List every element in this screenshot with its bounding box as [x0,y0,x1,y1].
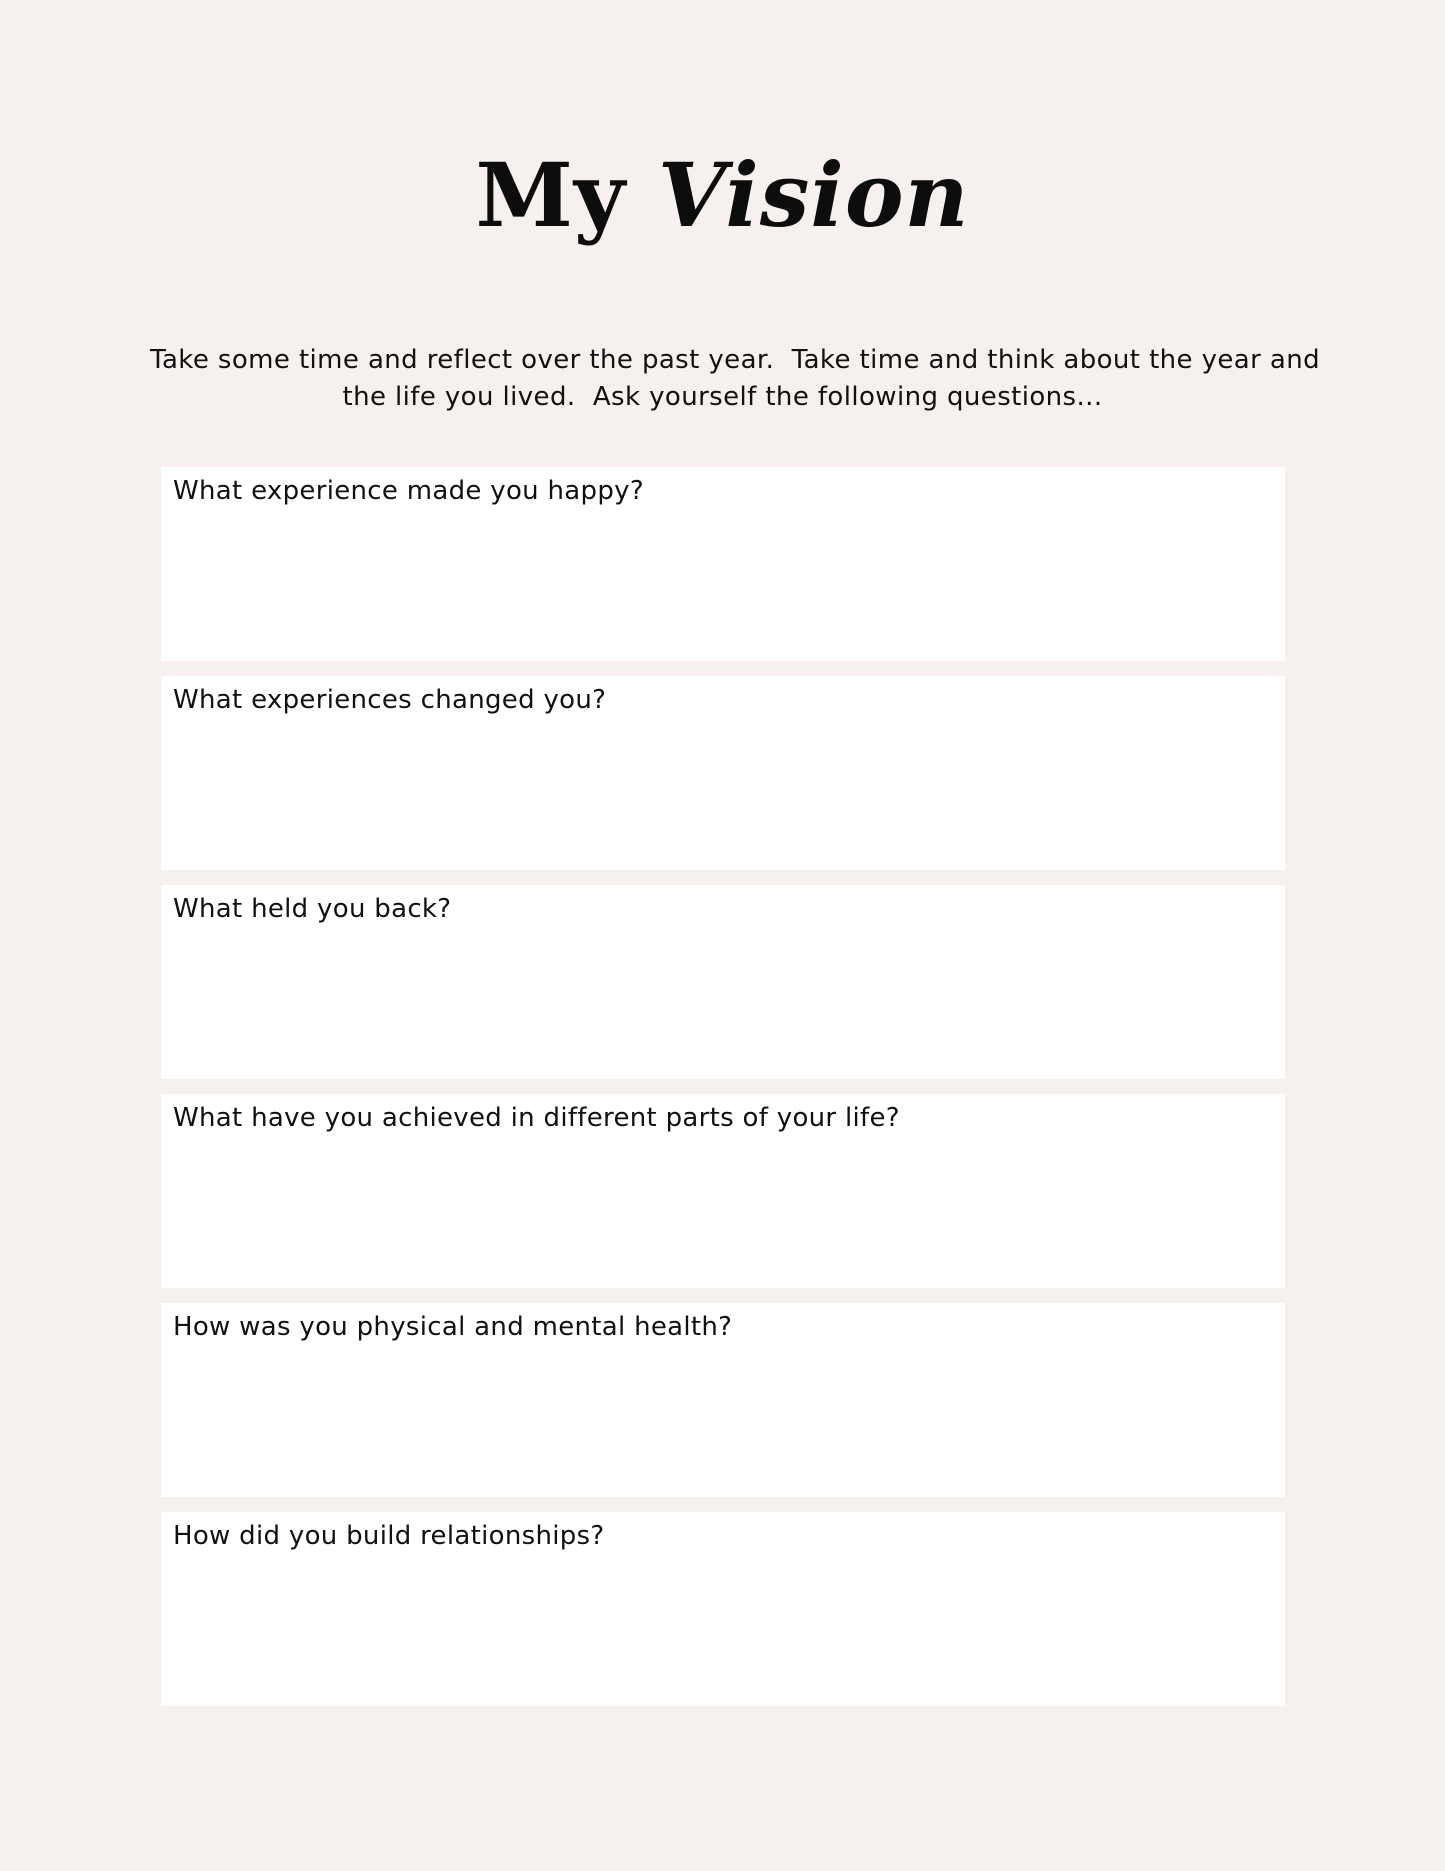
answer-box-achieved[interactable] [161,1094,1285,1288]
intro-line-1: Take some time and reflect over the past year. Take time and think about the year and [150,345,1320,375]
answer-box-health[interactable] [161,1303,1285,1497]
question-label: How was you physical and mental health? [173,1312,733,1342]
answer-box-changed[interactable] [161,676,1285,870]
page-title-italic: Vision [657,143,970,247]
question-label: What held you back? [173,894,452,924]
question-label: What experience made you happy? [173,476,644,506]
answer-box-happy[interactable] [161,467,1285,661]
question-label: How did you build relationships? [173,1521,605,1551]
question-label: What experiences changed you? [173,685,607,715]
page-title [0,140,1445,250]
question-label: What have you achieved in different parts of your life? [173,1103,900,1133]
intro-text [150,342,1320,416]
answer-box-relationships[interactable] [161,1512,1285,1706]
answer-box-held-back[interactable] [161,885,1285,1079]
intro-line-2: the life you lived. Ask yourself the following questions... [342,382,1103,412]
page-title-plain: My [475,143,627,247]
question-list [161,467,1285,1721]
